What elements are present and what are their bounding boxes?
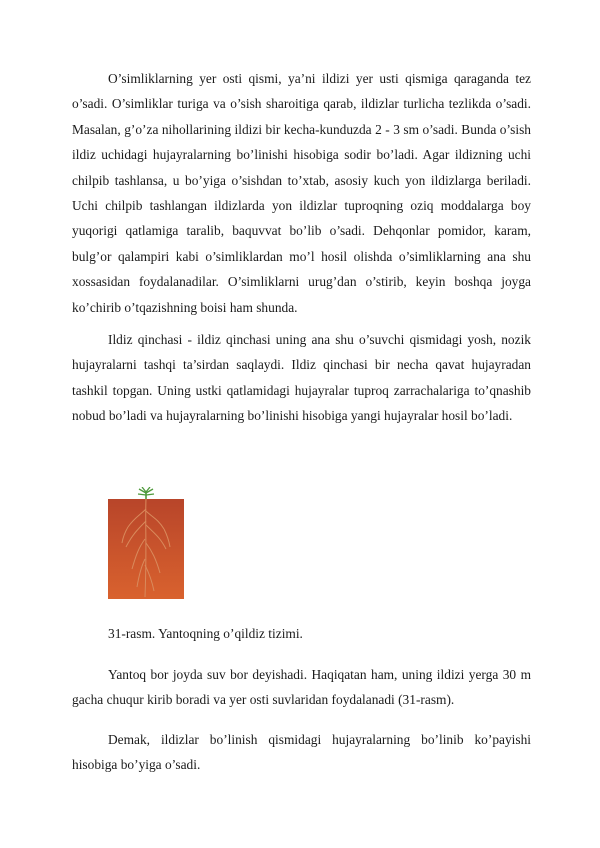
paragraph-root-cap: Ildiz qinchasi - ildiz qinchasi uning ana shu o’suvchi qismidagi yosh, nozik hujayralarni tashqi ta’sirdan saqlaydi. Ildiz qinchasi bir necha qavat hujayradan tashkil topgan. Uning ustki qatlamidagi hujayralar tuproq zarrachalariga to’qnashib nobud bo’ladi va hujayralarning bo’linishi hisobiga yangi hujayralar hosil bo’ladi. (72, 332, 531, 424)
paragraph-camelthorn: Yantoq bor joyda suv bor deyishadi. Haqiqatan ham, uning ildizi yerga 30 m gacha chuqur kirib boradi va yer osti suvlaridan foydalanadi (31-rasm). (72, 667, 531, 708)
figure-caption: 31-rasm. Yantoqning o’qildiz tizimi. (108, 626, 303, 641)
plant-shoot (138, 487, 154, 499)
root-system-illustration (108, 487, 184, 599)
paragraph-root-growth: O’simliklarning yer osti qismi, ya’ni ildizi yer usti qismiga qaraganda tez o’sadi. O’simliklar turiga va o’sish sharoitiga qarab, ildizlar turlicha tezlikda o’sadi. Masalan, g’o’za nihollarining ildizi bir kecha-kunduzda 2 - 3 sm o’sadi. Bunda o’sish ildiz uchidagi hujayralarning bo’linishi hisobiga sodir bo’ladi. Agar ildizning uchi chilpib tashlansa, u bo’yiga o’sishdan to’xtab, asosiy kuch yon ildizlarga beriladi. Uchi chilpib tashlangan ildizlarda yon ildizlar tuproqning oziq moddalarga boy yuqorigi qatlamiga taralib, baquvvat bo’lib o’sadi. Dehqonlar pomidor, karam, bulg’or qalampiri kabi o’simliklardan mo’l hosil olishda o’simliklarning ana shu xossasidan foydalanadilar. O’simliklarni urug’dan o’stirib, keyin boshqa joyga ko’chirib o’tqazishning boisi ham shunda. (72, 71, 531, 315)
paragraph-conclusion: Demak, ildizlar bo’linish qismidagi hujayralarning bo’linib ko’payishi hisobiga bo’yiga o’sadi. (72, 732, 531, 773)
figure-camelthorn-root (108, 487, 184, 599)
